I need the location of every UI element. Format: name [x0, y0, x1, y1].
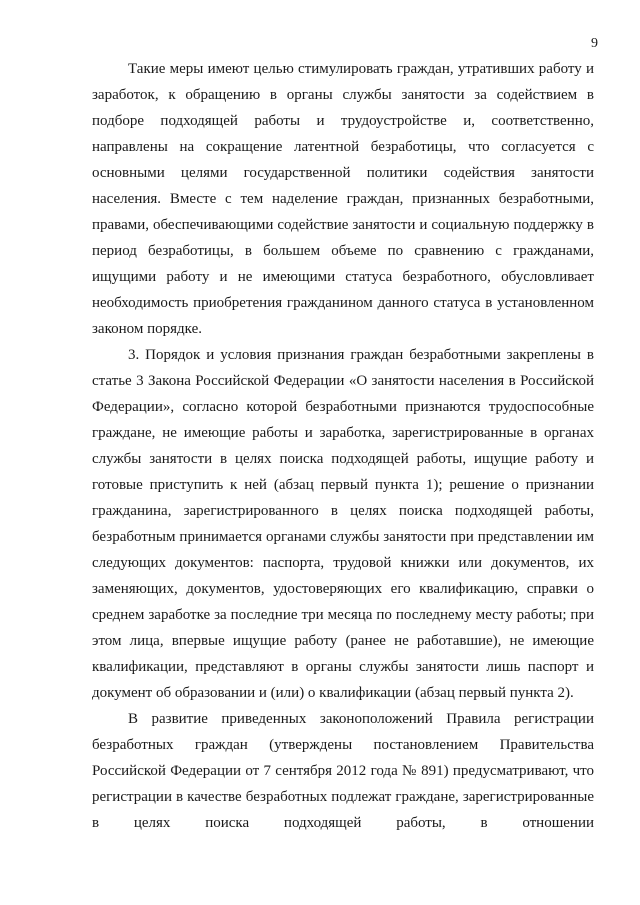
page-number: 9 — [591, 36, 598, 51]
paragraph-1: Такие меры имеют целью стимулировать граждан, утративших работу и заработок, к обращению в органы службы занятости за содействием в подборе подходящей работы и трудоустройстве и, соответственно, направлены на сокращение латентной безработицы, что согласуется с основными целями государственной политики содействия занятости населения. Вместе с тем наделение граждан, признанных безработными, правами, обеспечивающими содействие занятости и социальную поддержку в период безработицы, в большем объеме по сравнению с гражданами, ищущими работу и не имеющими статуса безработного, обусловливает необходимость приобретения гражданином данного статуса в установленном законом порядке. — [92, 61, 594, 337]
paragraph-2: 3. Порядок и условия признания граждан безработными закреплены в статье 3 Закона Российской Федерации «О занятости населения в Российской Федерации», согласно которой безработными признаются трудоспособные граждане, не имеющие работы и заработка, зарегистрированные в органах службы занятости в целях поиска подходящей работы, ищущие работу и готовые приступить к ней (абзац первый пункта 1); решение о признании гражданина, зарегистрированного в целях поиска подходящей работы, безработным принимается органами службы занятости при представлении им следующих документов: паспорта, трудовой книжки или документов, их заменяющих, документов, удостоверяющих его квалификацию, справки о среднем заработке за последние три месяца по последнему месту работы; при этом лица, впервые ищущие работу (ранее не работавшие), не имеющие квалификации, представляют в органы службы занятости лишь паспорт и документ об образовании и (или) о квалификации (абзац первый пункта 2). — [92, 347, 594, 701]
body-text — [92, 56, 594, 836]
paragraph-3: В развитие приведенных законоположений Правила регистрации безработных граждан (утверждены постановлением Правительства Российской Федерации от 7 сентября 2012 года № 891) предусматривают, что регистрации в качестве безработных подлежат граждане, зарегистрированные в целях поиска подходящей работы, в отношении — [92, 711, 594, 831]
